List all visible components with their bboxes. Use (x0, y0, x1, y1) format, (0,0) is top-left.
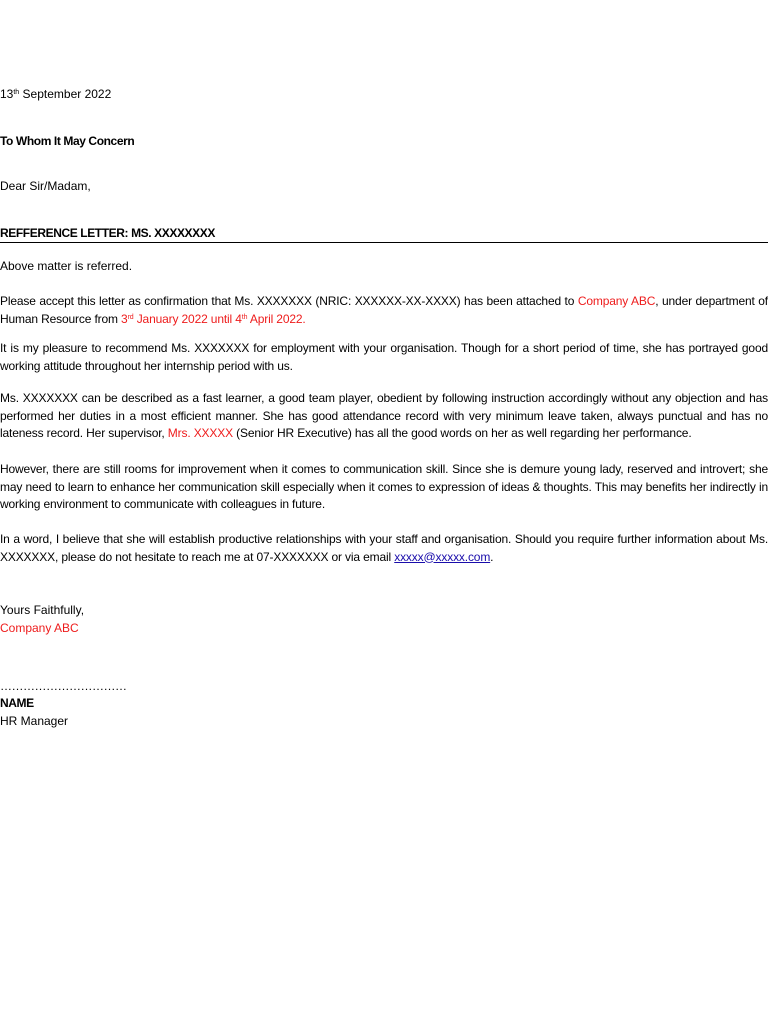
start-day: 3 (121, 311, 128, 326)
performance-text-cont: (Senior HR Executive) has all the good words on her as well regarding her performance. (232, 426, 692, 440)
end-suffix: th (241, 313, 248, 321)
attachment-text-cont: , under department of Human Resource from (0, 294, 768, 326)
end-month: April 2022 (247, 311, 303, 326)
closing-company: Company ABC (0, 621, 79, 635)
company-name-highlight: Company ABC (577, 294, 656, 308)
date-day: 13 (0, 87, 14, 101)
signature-dotted-line: …………………………… (0, 679, 127, 693)
supervisor-name-highlight: Mrs. XXXXX (167, 426, 233, 440)
date-month-year: September 2022 (19, 87, 112, 101)
period-end: . (302, 311, 306, 326)
internship-period (121, 312, 306, 326)
subject-underline-divider (0, 242, 768, 243)
letter-date (0, 86, 768, 104)
contact-end: . (490, 549, 494, 564)
recommendation-paragraph: It is my pleasure to recommend Ms. XXXXXXX for employment with your organisation. Though for a short period of time, she has portrayed good working attitude throughout her internship period with us. (0, 341, 768, 373)
closing-line: Yours Faithfully, (0, 603, 85, 617)
performance-text: Ms. XXXXXXX can be described as a fast learner, a good team player, obedient by following instruction accordingly without any objection and has performed her duties in a most efficient manner. She has good attendance record with very minimum leave taken, always punctual and has no lateness record. Her supervisor, (0, 391, 768, 440)
start-month: January 2022 until (133, 311, 236, 326)
performance-paragraph (0, 390, 768, 443)
subject-line: REFFERENCE LETTER: MS. XXXXXXXX (0, 226, 215, 240)
start-suffix: rd (127, 313, 134, 321)
end-day: 4 (235, 311, 242, 326)
improvement-paragraph: However, there are still rooms for improvement when it comes to communication skill. Since she is demure young lady, reserved and introvert; she may need to learn to enhance her communication skill especially when it comes to expression of ideas & thoughts. This may benefits her indirectly in working environment to communicate with colleagues in future. (0, 462, 768, 511)
attachment-paragraph (0, 293, 768, 328)
contact-paragraph (0, 531, 768, 566)
signatory-name: NAME (0, 696, 34, 710)
attachment-text: Please accept this letter as confirmation that Ms. XXXXXXX (NRIC: XXXXXX-XX-XXXX) has been attached to (0, 294, 578, 308)
intro-paragraph: Above matter is referred. (0, 259, 133, 273)
signatory-title: HR Manager (0, 714, 69, 728)
recipient-line: To Whom It May Concern (0, 134, 135, 148)
email-link[interactable]: xxxxx@xxxxx.com (394, 549, 491, 564)
salutation: Dear Sir/Madam, (0, 179, 91, 193)
date-suffix: th (13, 89, 20, 96)
contact-text: In a word, I believe that she will establish productive relationships with your staff and organisation. Should you require further information about Ms. XXXXXXX, please do not hesitate to reach me at 07-XXXXXXX or via email (0, 532, 768, 564)
